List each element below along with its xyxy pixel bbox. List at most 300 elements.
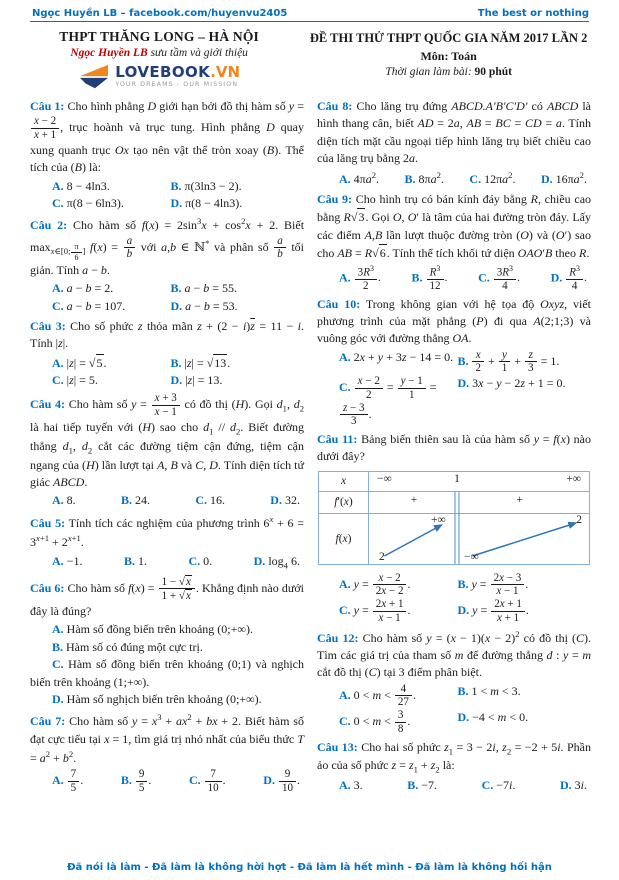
option-letter: C.: [469, 171, 482, 186]
option-letter: A.: [339, 349, 351, 364]
option-B: [170, 354, 304, 372]
collector-name: Ngọc Huyền LB: [70, 47, 148, 59]
question-body: Câu 5: Tính tích các nghiệm của phương trình $6^x + 6 = 3^{x+1} + 2^{x+1}$.: [30, 513, 304, 550]
math-variable: $\overline{z}$: [250, 318, 255, 333]
numerator: y − 1: [398, 375, 426, 389]
math-variable: D: [147, 99, 157, 113]
math-variable: x: [343, 496, 349, 509]
option-D: [170, 372, 304, 389]
f-right-start: −∞: [464, 550, 479, 563]
square-root: [179, 575, 192, 589]
superscript: 3: [509, 263, 514, 273]
question-7: [30, 711, 304, 795]
fraction: [398, 375, 426, 401]
numerator: 7: [68, 768, 80, 782]
math-variable: b: [62, 751, 69, 766]
math-variable: P: [476, 313, 484, 328]
math-variable: x: [381, 585, 387, 598]
math-variable: z: [502, 739, 507, 754]
superscript: 3: [197, 216, 202, 227]
math-variable: b: [203, 281, 210, 296]
math-variable: AB: [466, 116, 482, 131]
logo-tld: .VN: [210, 63, 241, 82]
options-8: [317, 169, 591, 188]
numerator: [124, 235, 136, 249]
math-variable: y: [496, 376, 502, 391]
radicand: 3: [357, 208, 365, 226]
math-variable: a: [573, 171, 580, 186]
math-variable: x: [359, 349, 365, 364]
option-text: a − b = 55.: [184, 281, 238, 296]
numerator: 3: [395, 709, 407, 723]
math-variable: D: [266, 120, 275, 135]
superscript: 2: [508, 169, 513, 180]
option-text: $8\pi a^2$.: [418, 169, 444, 186]
option-text: Hàm số đồng biến trên khoảng (0;+∞).: [66, 622, 253, 637]
math-variable: i: [557, 739, 561, 754]
option-text: y = $\frac{2x + 1}{x - 1}$ .: [353, 598, 411, 624]
logo-text: [115, 65, 240, 88]
math-variable: m: [497, 710, 507, 725]
question-4: [30, 392, 304, 509]
math-variable: f: [335, 532, 339, 545]
option-letter: D.: [457, 376, 470, 391]
option-B: [170, 280, 304, 297]
math-variable: b: [126, 248, 133, 261]
denominator: 5: [138, 782, 145, 795]
option-letter: A.: [52, 622, 64, 637]
math-variable: y: [288, 99, 295, 113]
superscript: 3: [576, 263, 580, 273]
math-variable: z: [187, 373, 193, 388]
duration-label: Thời gian làm bài:: [385, 66, 472, 78]
option-letter: C.: [478, 269, 490, 284]
collector-suffix: sưu tầm và giới thiệu: [147, 47, 248, 59]
options-7: [30, 768, 304, 794]
option-B: [411, 264, 447, 293]
math-variable: z: [69, 355, 74, 370]
option-B: [30, 639, 304, 656]
options-5: [30, 553, 304, 572]
option-text: Hàm số nghịch biến trên khoảng (0;+∞).: [66, 691, 262, 706]
square-root: [207, 354, 228, 372]
radicand: 13: [213, 354, 227, 372]
question-number: Câu 2:: [30, 218, 68, 233]
math-variable: x: [357, 375, 363, 388]
option-text: |z| = √ 13 .: [184, 356, 230, 370]
option-letter: B.: [411, 269, 423, 284]
question-number: Câu 5:: [30, 515, 66, 530]
math-variable: y: [426, 630, 432, 645]
option-C: [189, 768, 226, 794]
option-letter: B.: [170, 355, 182, 370]
subscript: 2: [235, 426, 241, 437]
math-variable: B: [170, 457, 178, 472]
question-number: Câu 8:: [317, 99, 353, 113]
math-variable: y: [131, 397, 137, 412]
square-root: [179, 589, 192, 603]
options-13: [317, 777, 591, 794]
denominator: 27: [397, 696, 409, 709]
math-variable: B: [544, 246, 553, 261]
denominator: [124, 248, 136, 261]
math-variable: B: [266, 142, 275, 157]
denominator: 1: [408, 388, 415, 401]
math-variable: OAO: [517, 246, 543, 261]
options-1: [30, 178, 304, 213]
header-rule: [30, 21, 589, 22]
duration-value: 90 phút: [474, 66, 512, 78]
option-text: $4\pi a^2$.: [353, 169, 380, 186]
option-A: [52, 492, 76, 509]
math-variable: m: [372, 714, 382, 729]
option-letter: A.: [52, 355, 64, 370]
numerator: 9: [279, 768, 296, 782]
math-variable: O: [555, 227, 565, 242]
question-13: [317, 739, 591, 795]
option-text: −4 < m < 0.: [472, 710, 529, 725]
math-variable: a: [184, 281, 191, 296]
math-variable: a: [185, 298, 192, 313]
options-9: [317, 264, 591, 293]
question-body: Câu 13: Cho hai số phức $z_1 = 3 - 2i$, $z_2 = -2 + 5i$. Phần ảo của số phức $z = z_1 + z_2$ là:: [317, 739, 591, 775]
option-text: π(8 − 6ln3).: [66, 195, 124, 210]
math-variable: R: [363, 266, 370, 279]
math-variable: x: [269, 513, 274, 524]
math-variable: bx: [206, 714, 218, 729]
math-variable: x: [560, 431, 566, 446]
math-variable: O: [520, 227, 529, 242]
increase-arrow-icons: [369, 514, 589, 564]
math-variable: y: [353, 576, 359, 591]
radical-sign: √: [350, 210, 358, 225]
option-letter: B.: [170, 281, 182, 296]
math-variable: z: [444, 739, 449, 754]
math-variable: f: [141, 218, 146, 233]
fraction: [71, 242, 81, 261]
options-10: [317, 349, 591, 428]
option-text: 2x + y + 3z − 14 = 0.: [353, 349, 454, 364]
option-letter: D.: [270, 493, 282, 508]
math-variable: B: [74, 160, 82, 175]
numerator: 4: [395, 683, 412, 697]
option-letter: C.: [339, 603, 351, 618]
option-C: [339, 598, 457, 624]
question-columns: [0, 95, 619, 798]
f-left-end: +∞: [431, 513, 446, 526]
superscript: 2: [241, 216, 246, 227]
denominator: x + 1: [496, 611, 520, 624]
question-body: Câu 7: Cho hàm số $y = x^3 + ax^2$ + bx + 2. Biết hàm số đạt cực tiểu tại x = 1, tìm giá trị nhỏ nhất của biểu thức $T = a^2 + b^2$.: [30, 712, 304, 766]
subscript: 2: [87, 445, 93, 456]
option-letter: B.: [52, 639, 64, 654]
numerator: x − 2: [355, 375, 383, 389]
option-text: $\frac{x}{2}$ + $\frac{y}{1}$ + $\frac{z}{3}$ = 1.: [471, 354, 559, 368]
option-text: 16.: [209, 493, 225, 508]
vt-sign-row: [369, 492, 589, 514]
sign-left: +: [410, 493, 418, 506]
math-variable: A: [157, 457, 165, 472]
option-text: 3i.: [574, 778, 587, 793]
math-variable: R: [569, 266, 577, 279]
option-text: $\frac{3R^3}{4}$ .: [493, 270, 520, 284]
option-C: [30, 656, 304, 691]
option-letter: C.: [481, 778, 494, 793]
radicand: 5: [96, 354, 104, 372]
option-letter: D.: [170, 373, 183, 388]
math-variable: R: [578, 246, 587, 261]
math-variable: x: [496, 611, 502, 624]
radicand: [185, 575, 192, 589]
math-variable: y: [377, 349, 384, 364]
question-body: Câu 6: Cho hàm số f(x) = 1 − √ x 1 + √ x . Khẳng định nào dưới đây là đúng?: [30, 575, 305, 618]
math-variable: b: [85, 281, 92, 296]
math-variable: x: [484, 630, 491, 645]
fraction: [491, 572, 525, 598]
math-variable: R: [530, 191, 538, 206]
fraction: [124, 235, 136, 261]
option-text: Hàm số đồng biến trên khoảng (0;1) và nghịch biến trên khoảng (1;+∞).: [30, 657, 305, 689]
option-text: a − b = 107.: [66, 298, 126, 313]
question-body: Câu 3: Cho số phức z thỏa mãn $z + (2 - i)\overline{z} = 11 - i$. Tính |z|.: [30, 318, 305, 351]
subscript: 2: [299, 403, 304, 414]
option-D: [254, 553, 300, 572]
math-variable: O: [407, 210, 417, 225]
square-root: [351, 208, 366, 226]
option-text: 0.: [203, 553, 213, 568]
math-variable: x: [201, 218, 207, 233]
option-letter: C.: [339, 380, 351, 395]
option-text: $16\pi a^2$.: [555, 169, 587, 186]
option-text: π(8 − 4ln3).: [185, 195, 243, 210]
superscript: 2: [68, 749, 74, 760]
denominator: 12: [429, 279, 441, 292]
question-number: Câu 9:: [317, 191, 353, 206]
numerator: x − 2: [373, 572, 407, 586]
option-letter: D.: [170, 298, 183, 313]
logo-tagline: YOUR DREAMS - OUR MISSION: [115, 81, 239, 89]
math-variable: y: [353, 603, 359, 618]
math-variable: f: [553, 431, 557, 446]
options-2: [30, 280, 304, 315]
fraction: [525, 349, 537, 375]
vt-header-cell: f ( x ): [335, 532, 352, 545]
numerator: 2x − 3: [491, 572, 525, 586]
option-text: 1 < m < 3.: [471, 683, 521, 698]
numerator: 2x + 1: [373, 598, 407, 612]
options-12: [317, 683, 591, 736]
question-3: [30, 318, 304, 390]
math-variable: f: [128, 580, 132, 595]
math-variable: x: [154, 406, 160, 419]
question-body: Câu 8: Cho lăng trụ đứng ABCD.A′B′C′D′ có ABCD là hình thang cân, biết AD = 2a, AB = BC = CD = a. Tính diện tích mặt cầu ngoại tiếp hình lăng trụ biết chiều cao của lăng trụ bằng 2a.: [317, 99, 592, 166]
square-root: [372, 244, 387, 262]
option-text: −7.: [421, 778, 438, 793]
subscript: 2: [506, 745, 512, 756]
math-variable: d: [81, 438, 88, 453]
math-variable: H: [235, 397, 245, 412]
denominator: 8: [397, 722, 404, 735]
option-text: $\log_4 6$.: [268, 553, 300, 571]
options-3: [30, 354, 304, 390]
math-variable: x: [185, 590, 191, 603]
math-variable: x: [381, 598, 387, 611]
option-letter: A.: [52, 773, 64, 788]
denominator: 6: [74, 252, 79, 262]
math-variable: a: [408, 151, 415, 166]
math-variable: z: [528, 348, 533, 361]
option-letter: C.: [52, 657, 64, 672]
math-variable: y: [400, 375, 406, 388]
question-number: Câu 11:: [317, 431, 358, 446]
right-column: [317, 98, 591, 798]
question-body: Câu 12: Cho hàm số $y = (x - 1)(x - 2)^2$ có đồ thị (C). Tìm các giá trị của tham số m để đường thẳng d : y = m cắt đồ thị (C) tại 3 điểm phân biệt.: [317, 628, 592, 680]
option-B: [405, 169, 444, 188]
math-variable: d: [203, 419, 210, 434]
fraction: [395, 709, 407, 735]
option-letter: D.: [253, 553, 266, 568]
denominator: 3: [528, 362, 534, 375]
denominator: x − 1: [378, 611, 401, 624]
radical-sign: √: [206, 355, 214, 370]
option-D: [30, 691, 304, 708]
denominator: 5: [70, 782, 77, 795]
math-variable: a: [126, 234, 133, 247]
f-right-end: 2: [576, 513, 582, 526]
math-variable: z: [401, 349, 407, 364]
option-text: π(3ln3 − 2).: [184, 178, 242, 193]
question-number: Câu 7:: [30, 714, 66, 729]
math-variable: O: [392, 210, 402, 225]
vt-x-row: [369, 472, 589, 492]
fraction: [274, 235, 286, 261]
math-variable: x: [378, 611, 384, 624]
option-C: [52, 298, 170, 315]
header-right: [292, 29, 605, 91]
option-letter: B.: [120, 773, 132, 788]
math-variable: C: [195, 457, 204, 472]
option-text: 1.: [137, 553, 147, 568]
x-max: +∞: [566, 472, 581, 485]
option-letter: D.: [263, 773, 275, 788]
denominator: 2x − 2: [375, 585, 404, 598]
option-C: [52, 195, 170, 212]
math-variable: x: [36, 533, 40, 544]
option-text: 0 < m < $\frac{3}{8}$ .: [353, 709, 411, 735]
math-variable: x: [154, 392, 160, 405]
question-body: Câu 2: Cho hàm số $f(x) = 2\sin^3x + \cos^2x + 2$. Biết $\max_{x\in[0; \frac{\pi}{6} ]} f(x)$ = $\frac{a}{b}$ với a,b ∈ ℕ* và phân số $\frac{a}{b}$ tối giản. Tính a − b.: [30, 216, 305, 277]
option-A: [30, 621, 304, 638]
numerator: 1 − √ x: [159, 575, 195, 590]
lovebook-logo-icon: [78, 63, 110, 91]
denominator: 10: [207, 782, 219, 795]
math-variable: R: [343, 210, 351, 225]
option-text: 24.: [135, 493, 150, 508]
option-text: 8 − 4ln3.: [66, 178, 110, 193]
math-variable: Oxyz: [540, 296, 565, 311]
math-variable: x: [340, 475, 347, 488]
option-C: [195, 492, 225, 509]
option-text: $\frac{7}{5}$ .: [67, 773, 84, 787]
superscript: *: [205, 237, 210, 248]
option-B: [124, 553, 147, 572]
options-11: [317, 572, 591, 625]
option-letter: A.: [52, 493, 64, 508]
option-A: [52, 178, 170, 195]
subscript: 4: [283, 560, 288, 571]
option-text: $\frac{R^3}{12}$ .: [426, 270, 448, 284]
math-variable: z: [137, 318, 143, 333]
superscript: 3: [157, 712, 162, 723]
math-variable: ABCD.A′B′C′D′: [451, 99, 528, 113]
collector-line: [26, 47, 292, 59]
fraction: [499, 349, 511, 375]
option-A: [339, 777, 363, 794]
radicand: 6: [379, 244, 387, 262]
option-letter: D.: [52, 691, 64, 706]
math-variable: R: [429, 266, 437, 279]
option-D: [263, 768, 300, 794]
option-A: [339, 572, 457, 598]
option-letter: C.: [195, 493, 207, 508]
option-letter: B.: [457, 576, 469, 591]
exam-header: [0, 27, 619, 95]
math-variable: d: [276, 397, 283, 412]
option-C: [52, 372, 170, 389]
math-variable: x: [104, 731, 110, 746]
numerator: z − 3: [340, 402, 368, 416]
question-number: Câu 1:: [30, 99, 65, 113]
superscript: 2: [187, 712, 192, 723]
superscript: 2: [579, 169, 584, 180]
math-variable: C: [368, 665, 377, 680]
option-A: [339, 169, 379, 188]
question-12: [317, 628, 591, 736]
option-B: [121, 492, 150, 509]
radical-sign: √: [178, 575, 185, 588]
question-number: Câu 3:: [30, 318, 66, 333]
math-variable: m: [454, 647, 464, 662]
option-letter: D.: [550, 269, 563, 284]
math-variable: z: [197, 318, 202, 333]
math-variable: f: [334, 496, 338, 509]
math-variable: y: [563, 647, 569, 662]
option-letter: B.: [407, 778, 419, 793]
option-D: [170, 195, 304, 212]
subject-line: Môn: Toán: [420, 49, 477, 63]
math-variable: d: [229, 419, 236, 434]
option-A: [52, 553, 82, 572]
radical-sign: √: [88, 355, 96, 370]
option-letter: B.: [120, 493, 132, 508]
option-letter: B.: [123, 553, 135, 568]
option-D: [560, 777, 587, 794]
math-variable: a: [430, 171, 437, 186]
math-variable: x: [475, 348, 481, 361]
square-root: [89, 354, 104, 372]
math-variable: x: [499, 598, 505, 611]
variation-table: [318, 471, 590, 565]
math-variable: C: [576, 630, 585, 645]
fraction: [373, 572, 407, 598]
question-number: Câu 6:: [30, 580, 65, 595]
option-text: −7i.: [496, 778, 516, 793]
math-variable: AD: [417, 116, 434, 131]
option-letter: A.: [52, 281, 64, 296]
option-text: a − b = 2.: [66, 281, 114, 296]
option-A: [339, 683, 457, 709]
denominator: 1: [501, 362, 508, 375]
